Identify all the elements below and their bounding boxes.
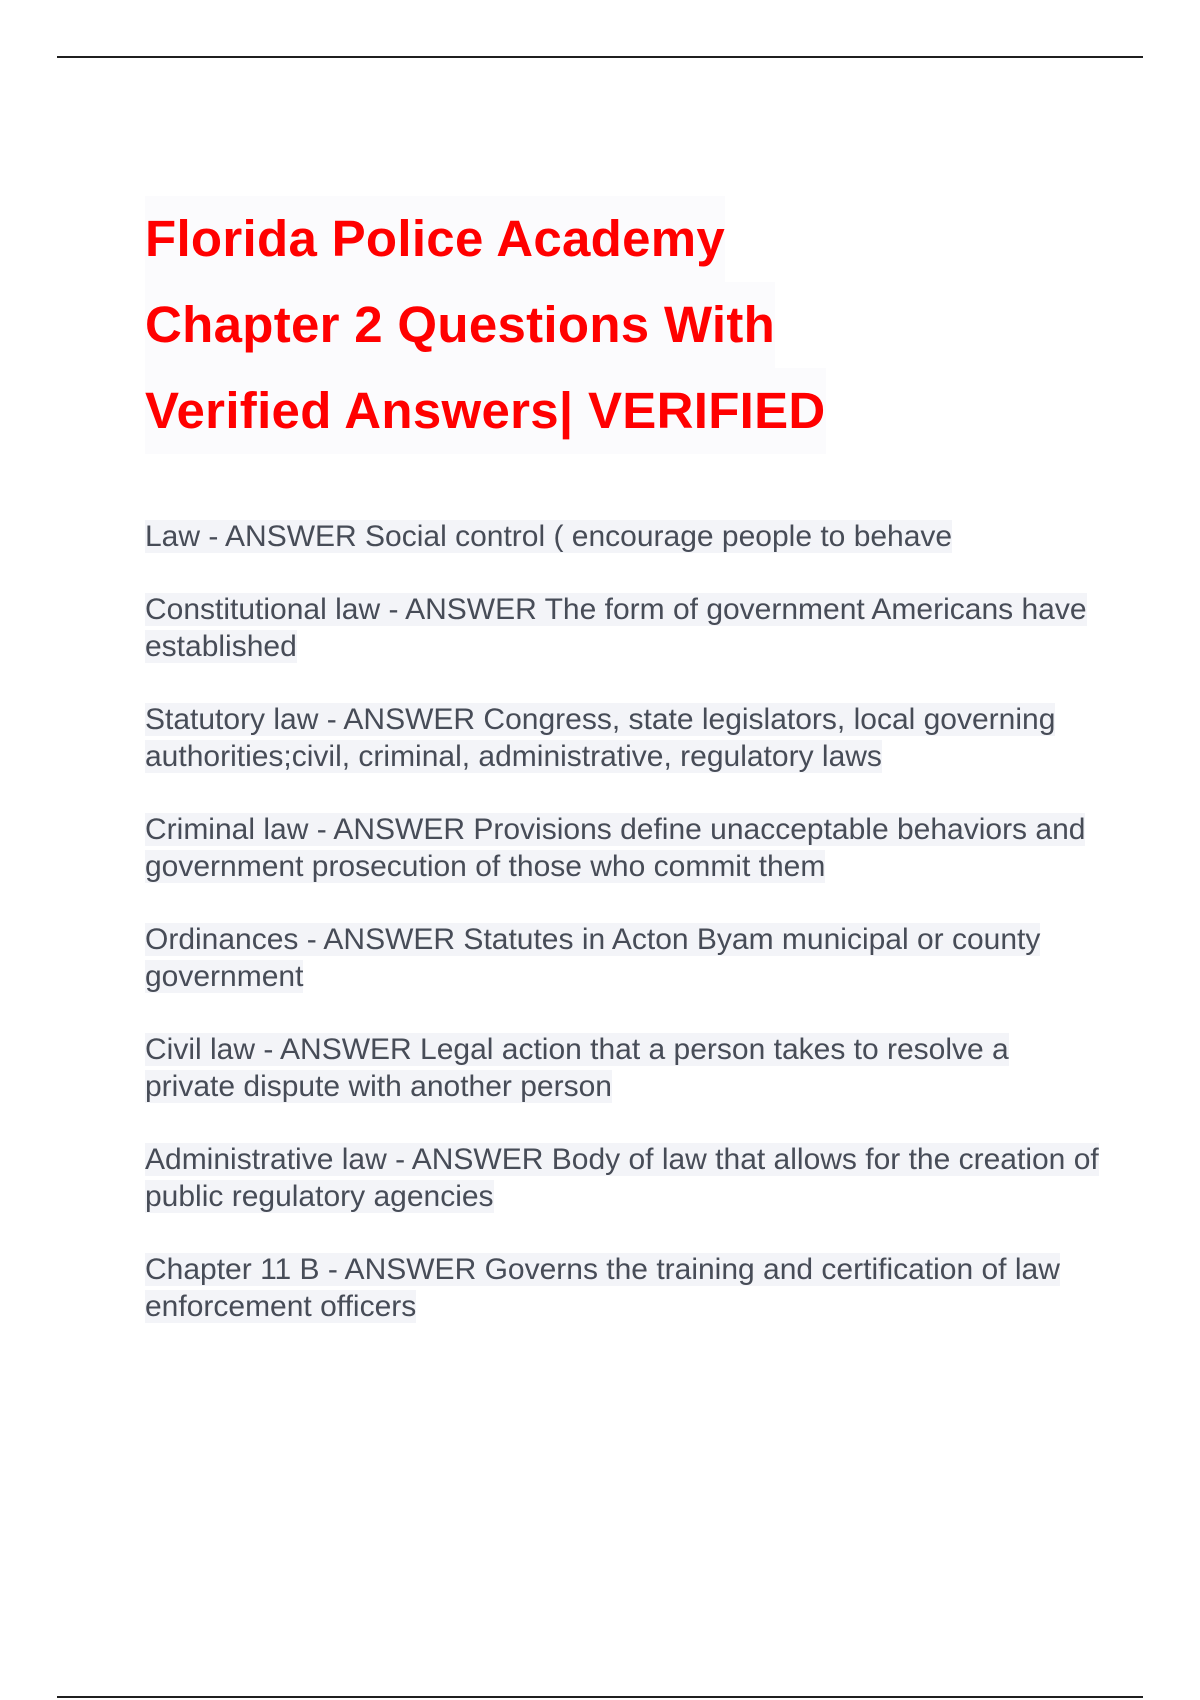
qa-item	[145, 591, 1105, 665]
qa-item-text: Constitutional law - ANSWER The form of government Americans have established	[145, 593, 1087, 663]
top-rule	[57, 56, 1143, 58]
qa-item	[145, 811, 1105, 885]
qa-item-text: Chapter 11 B - ANSWER Governs the training and certification of law enforcement officers	[145, 1253, 1060, 1323]
qa-item	[145, 1031, 1105, 1105]
qa-item-text: Civil law - ANSWER Legal action that a person takes to resolve a private dispute with another person	[145, 1033, 1009, 1103]
qa-item-text: Ordinances - ANSWER Statutes in Acton Byam municipal or county government	[145, 923, 1041, 993]
qa-item	[145, 518, 1105, 555]
bottom-rule	[57, 1696, 1143, 1698]
qa-item-text: Criminal law - ANSWER Provisions define unacceptable behaviors and government prosecution of those who commit them	[145, 813, 1086, 883]
document-title	[145, 196, 1105, 454]
qa-item-text: Administrative law - ANSWER Body of law that allows for the creation of public regulatory agencies	[145, 1143, 1099, 1213]
qa-item-text: Law - ANSWER Social control ( encourage people to behave	[145, 520, 953, 553]
qa-list	[145, 518, 1105, 1325]
title-line: Chapter 2 Questions With	[145, 282, 775, 368]
qa-item-text: Statutory law - ANSWER Congress, state legislators, local governing authorities;civil, criminal, administrative, regulatory laws	[145, 703, 1056, 773]
page-content	[145, 196, 1105, 1361]
qa-item	[145, 1141, 1105, 1215]
qa-item	[145, 701, 1105, 775]
title-line: Florida Police Academy	[145, 196, 725, 282]
qa-item	[145, 921, 1105, 995]
qa-item	[145, 1251, 1105, 1325]
title-line: Verified Answers| VERIFIED	[145, 368, 826, 454]
